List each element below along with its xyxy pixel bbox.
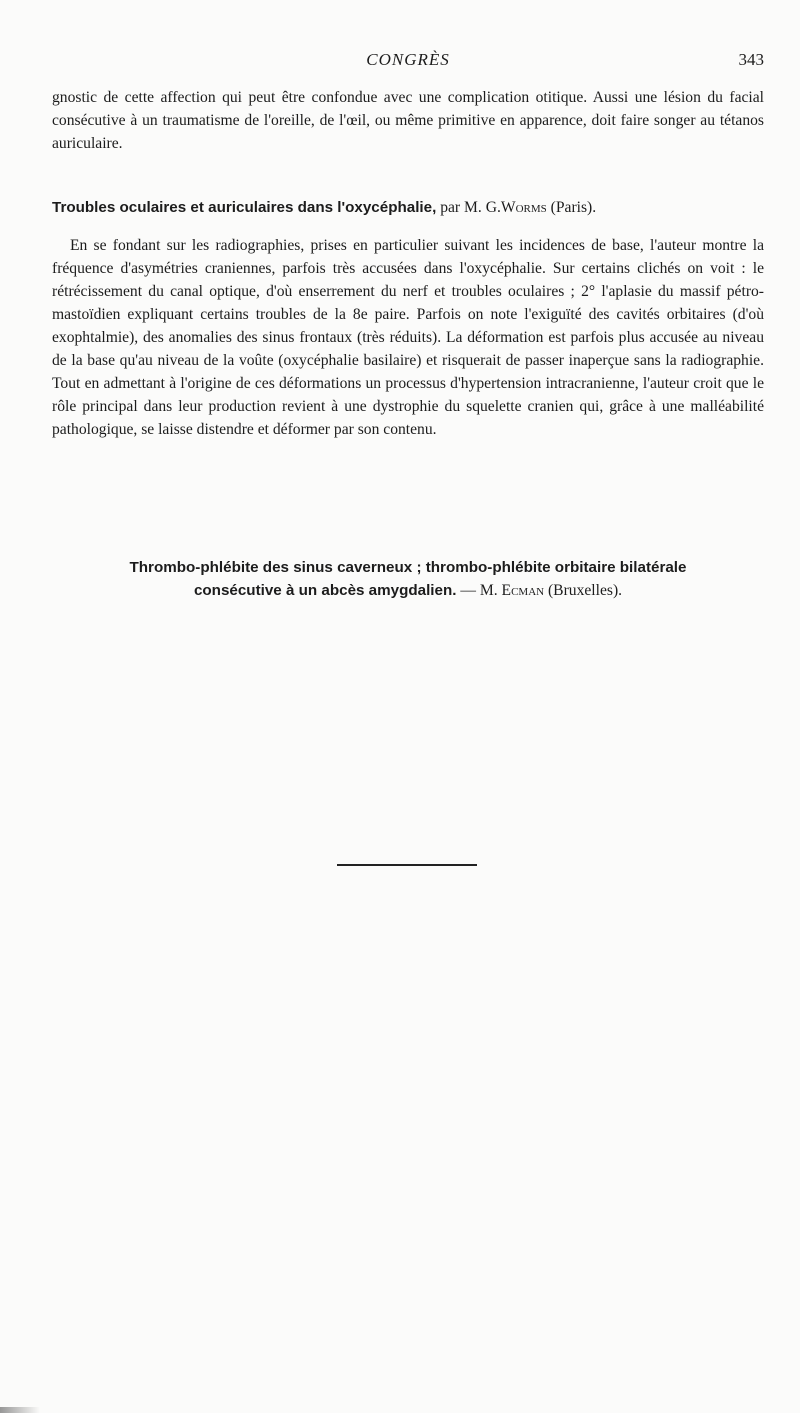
section2-location: (Bruxelles).	[547, 582, 623, 599]
section2-title-line2: consécutive à un abcès amygdalien.	[193, 582, 457, 599]
section-heading-thrombo-phlebite	[52, 556, 764, 602]
section-end-rule	[337, 864, 477, 866]
scan-edge-shadow	[0, 1407, 40, 1413]
section2-author: Ecman	[501, 582, 545, 599]
page-number: 343	[738, 50, 764, 69]
section2-byline: — M.	[460, 582, 498, 599]
section-location: (Paris).	[550, 199, 597, 216]
section-byline: par M. G.	[440, 199, 501, 216]
section2-title-line1: Thrombo-phlébite des sinus caverneux ; thrombo-phlébite orbitaire bilatérale	[129, 559, 687, 576]
section-heading-oxycephalie	[52, 196, 764, 219]
section-author: Worms	[500, 199, 547, 216]
section-title: Troubles oculaires et auriculaires dans l'oxycéphalie,	[52, 199, 437, 216]
running-title: CONGRÈS	[366, 50, 450, 69]
paragraph-continuation: gnostic de cette affection qui peut être confondue avec une complication otitique. Aussi une lésion du facial consécutive à un traumatisme de l'oreille, de l'œil, ou même primitive en apparence, doit faire songer au tétanos auriculaire.	[52, 89, 764, 152]
section-body-oxycephalie: En se fondant sur les radiographies, prises en particulier suivant les incidences de base, l'auteur montre la fréquence d'asymétries craniennes, parfois très accusées dans l'oxycéphalie. Sur certains clichés on voit : le rétrécissement du canal optique, d'où enserrement du nerf et troubles oculaires ; 2° l'aplasie du massif pétro-mastoïdien expliquant certains troubles de la 8e paire. Parfois on note l'exiguïté des cavités orbitaires (d'où exophtalmie), des anomalies des sinus frontaux (très réduits). La déformation est parfois plus accusée au niveau de la base qu'au niveau de la voûte (oxycéphalie basilaire) et risquerait de passer inaperçue sans la radiographie. Tout en admettant à l'origine de ces déformations un processus d'hypertension intracranienne, l'auteur croit que le rôle principal dans leur production revient à une dystrophie du squelette cranien qui, grâce à une malléabilité pathologique, se laisse distendre et déformer par son contenu.	[52, 237, 764, 438]
running-head	[52, 50, 764, 74]
